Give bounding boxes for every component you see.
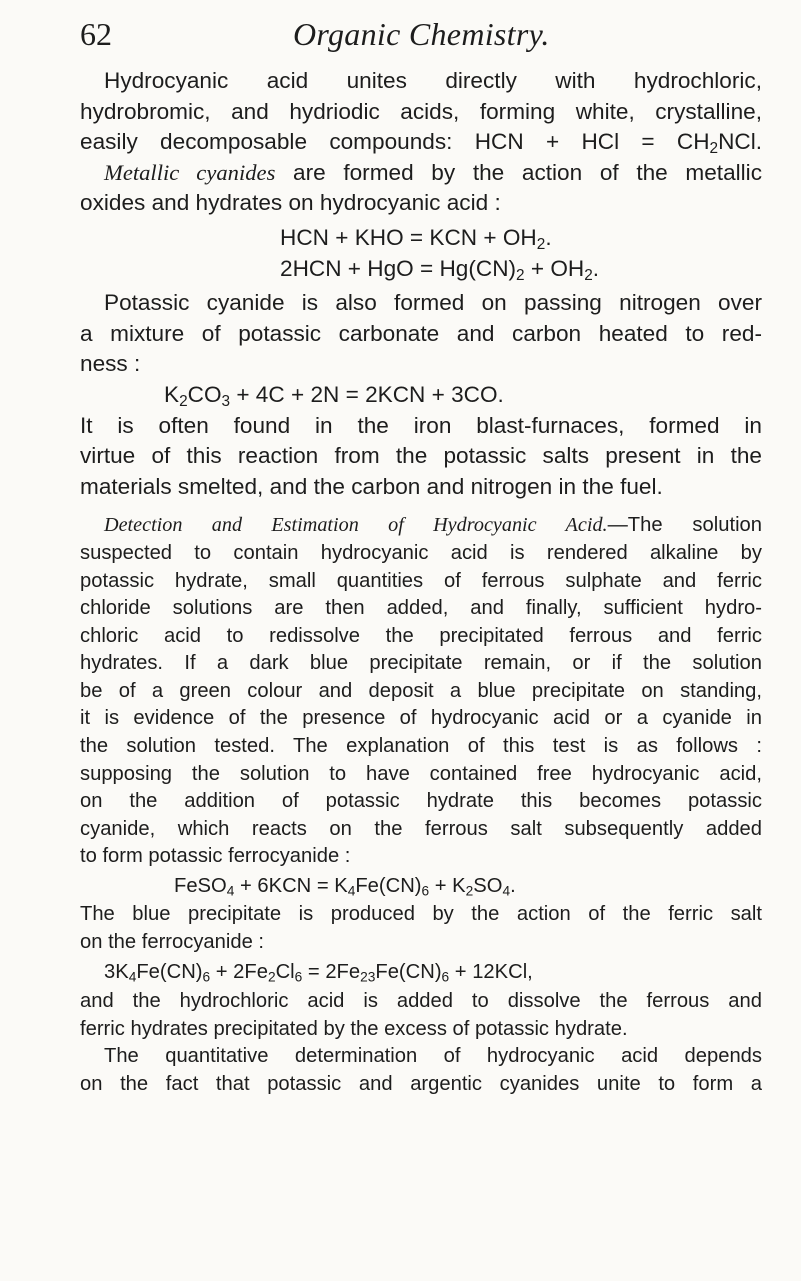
text-line: Hydrocyanic acid unites directly with hydrochloric, — [104, 68, 762, 93]
running-title: Organic Chemistry. — [293, 16, 550, 52]
text-line: it is evidence of the presence of hydrocyanic acid or a cyanide in — [80, 707, 762, 730]
text-line: ferric hydrates precipitated by the excess of potassic hydrate. — [80, 1017, 628, 1040]
text-line: to form potassic ferrocyanide : — [80, 845, 351, 868]
equation-group-a — [80, 223, 762, 284]
blast-furnace-paragraph — [80, 411, 762, 503]
section-heading-detection: Detection and Estimation of Hydrocyanic Acid. — [104, 514, 608, 537]
text-line: chloride solutions are then added, and finally, sufficient hydro- — [80, 597, 762, 620]
equation: $K_2CO_3 + 4C + 2N = 2KCN + 3CO$. — [164, 381, 504, 410]
page-header — [80, 10, 760, 70]
detection-paragraph — [80, 512, 762, 1098]
equation: HCN + KHO = KCN + $OH_2$. — [280, 224, 552, 253]
text-line: a mixture of potassic carbonate and carbon heated to red- — [80, 320, 762, 346]
text-line: The quantitative determination of hydrocyanic acid depends — [104, 1045, 762, 1068]
text-line: on the fact that potassic and argentic cyanides unite to form a — [80, 1073, 762, 1095]
text-line: cyanide, which reacts on the ferrous salt subsequently added — [80, 817, 762, 840]
text-line: hydrates. If a dark blue precipitate remain, or if the solution — [80, 652, 762, 675]
text-line: materials smelted, and the carbon and nitrogen in the fuel. — [80, 473, 663, 499]
text-line: potassic hydrate, small quantities of ferrous sulphate and ferric — [80, 569, 762, 592]
page-body — [80, 66, 762, 1099]
equation: FeSO$_4$ + $6KCN = K_4Fe(CN)_6 + K_2SO_4$. — [174, 875, 516, 899]
text-line: suspected to contain hydrocyanic acid is rendered alkaline by — [80, 541, 762, 564]
text-line: the solution tested. The explanation of this test is as follows : — [80, 735, 762, 758]
text-line: hydrobromic, and hydriodic acids, forming white, crystalline, — [80, 98, 762, 124]
text-line: on the addition of potassic hydrate this becomes potassic — [80, 790, 762, 813]
text-line: virtue of this reaction from the potassic salts present in the — [80, 443, 762, 469]
text-line: The blue precipitate is produced by the action of the ferric salt — [80, 903, 762, 926]
text-line: be of a green colour and deposit a blue precipitate on standing, — [80, 679, 762, 702]
text-line: chloric acid to redissolve the precipitated ferrous and ferric — [80, 624, 762, 647]
text-fragment: —The solution — [607, 514, 763, 537]
text-line: ness : — [80, 351, 141, 377]
text-line: oxides and hydrates on hydrocyanic acid : — [80, 190, 501, 216]
text-line: Potassic cyanide is also formed on passing nitrogen over — [104, 290, 762, 316]
text-line — [80, 512, 762, 540]
text-line: easily decomposable compounds: HCN + HCl = $CH_2NCl$. — [80, 129, 762, 158]
equation: 2HCN + HgO = $Hg(CN)_2 + OH_2$. — [280, 255, 600, 284]
intro-paragraph — [80, 66, 762, 219]
text-line: on the ferrocyanide : — [80, 930, 265, 953]
equation: $3K_4Fe(CN)_6 + 2Fe_2Cl_6 = 2Fe_{23}Fe(CN)_6 + 12KCl$, — [104, 961, 533, 985]
text-line: and the hydrochloric acid is added to dissolve the ferrous and — [80, 990, 762, 1013]
potassic-paragraph — [80, 288, 762, 410]
text-line: It is often found in the iron blast-furnaces, formed in — [80, 412, 762, 438]
text-fragment: are formed by the action of the metallic — [275, 159, 762, 185]
section-heading-metallic-cyanides: Metallic cyanides — [104, 159, 276, 185]
text-line: supposing the solution to have contained free hydrocyanic acid, — [80, 762, 762, 785]
text-line — [80, 158, 762, 189]
page-number: 62 — [80, 16, 112, 52]
